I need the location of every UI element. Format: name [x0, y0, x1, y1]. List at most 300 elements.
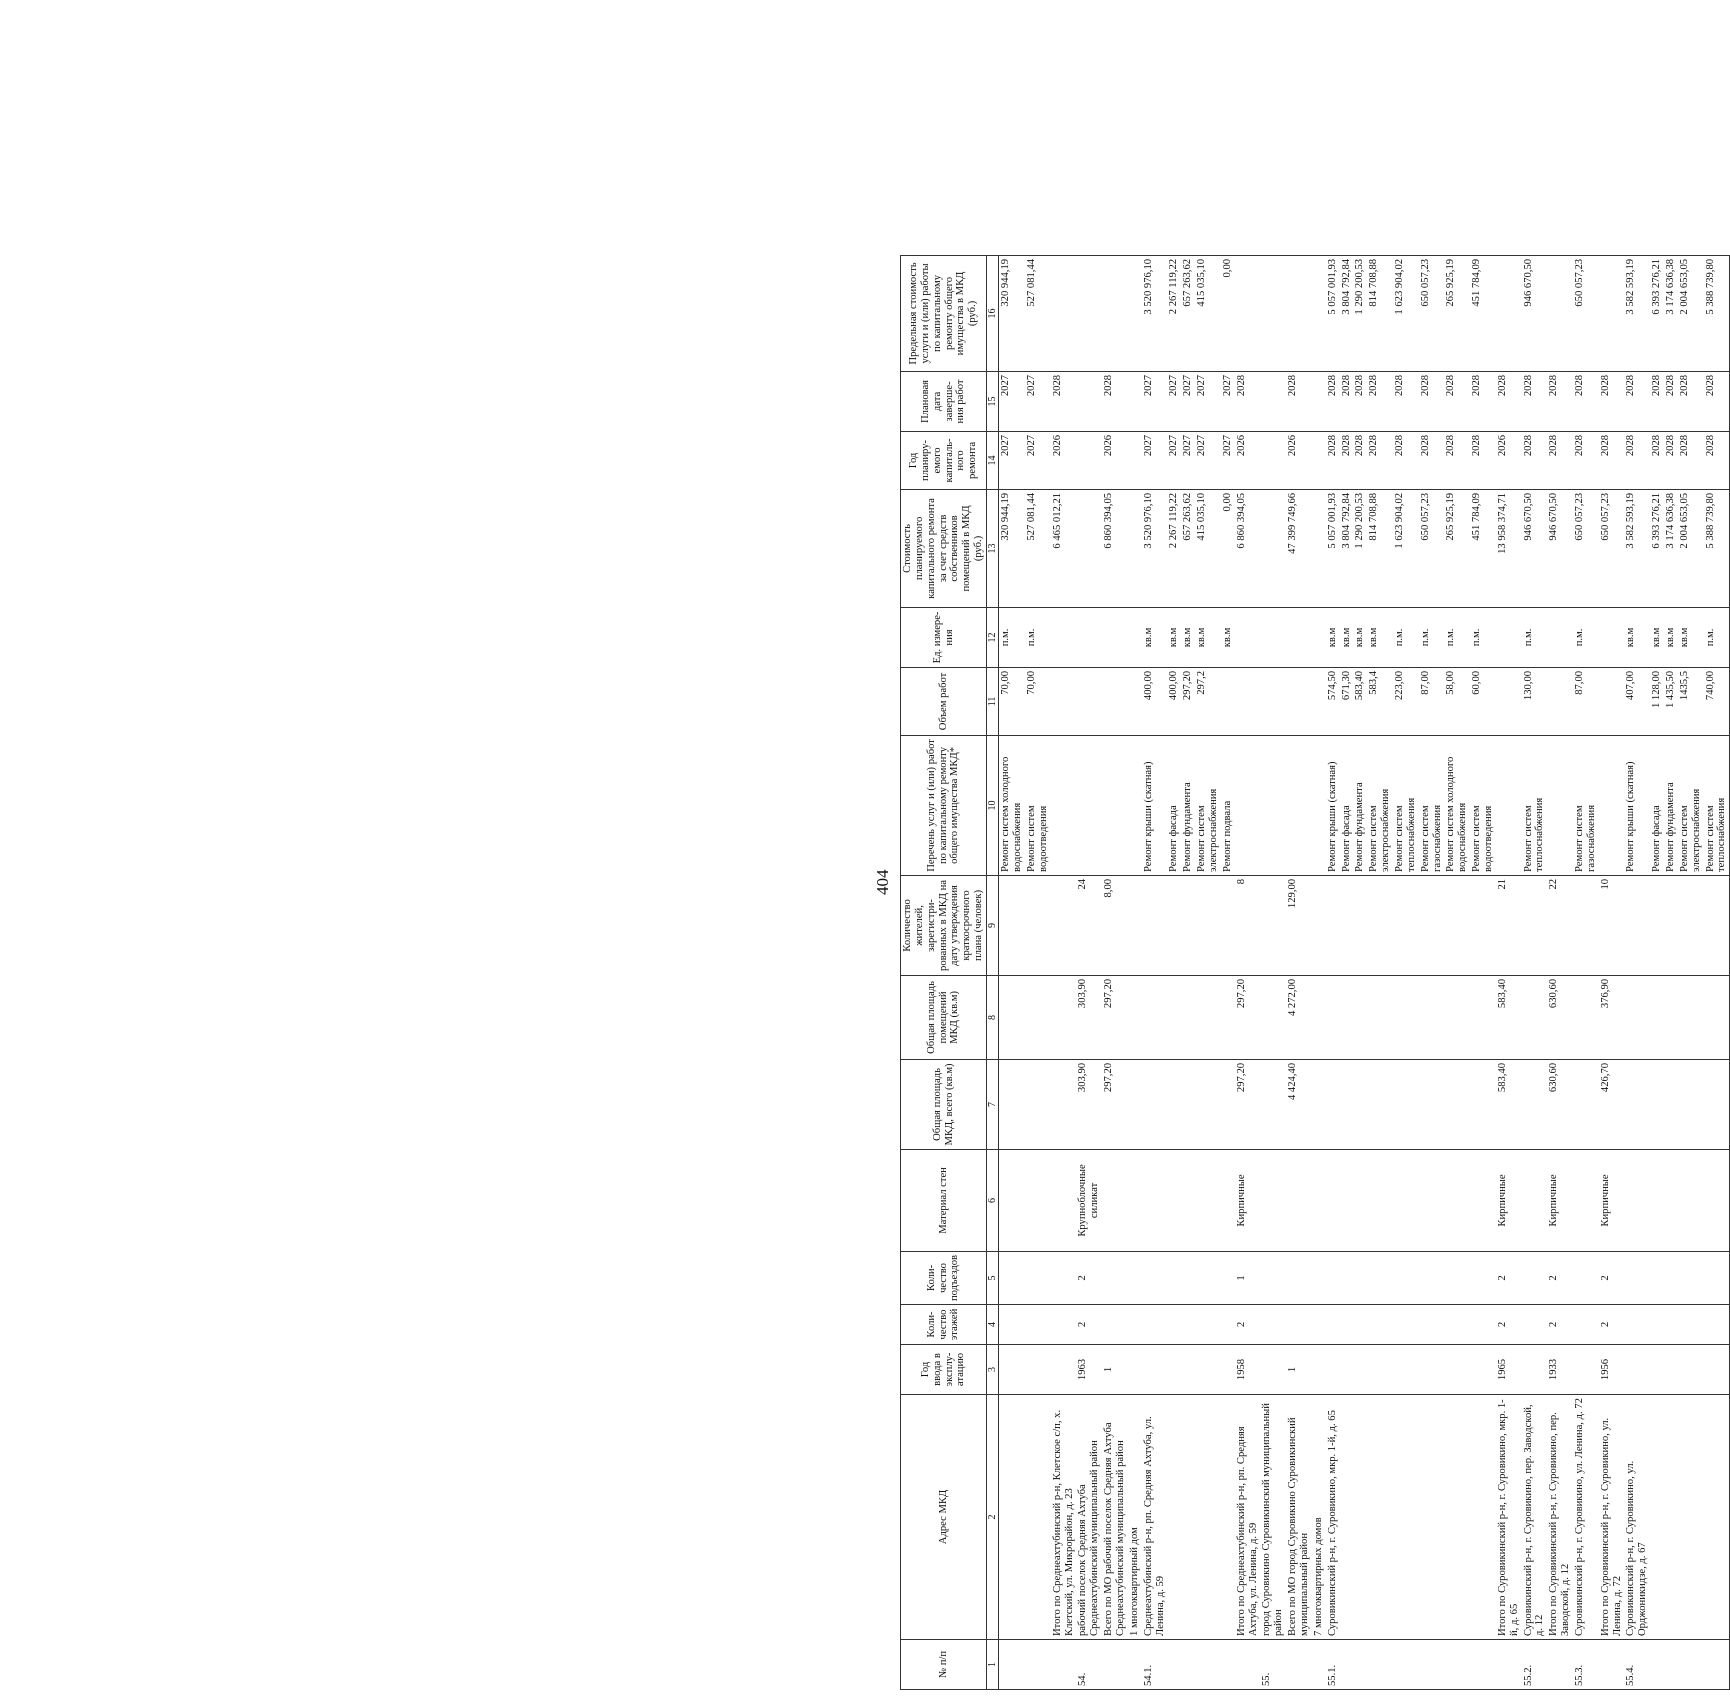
column-number-16: 16: [987, 255, 999, 371]
cell-col-1: 55.: [1260, 1640, 1286, 1690]
cell-col-15: 2027: [1142, 371, 1168, 431]
cell-col-7: [1419, 1059, 1445, 1149]
cell-col-9: 22: [1547, 875, 1573, 975]
cell-col-3: [1326, 1345, 1340, 1395]
cell-col-6: [1221, 1149, 1235, 1251]
cell-col-6: [1326, 1149, 1340, 1251]
cell-col-11: 574,50: [1326, 667, 1340, 735]
cell-col-6: Кирпичные: [1235, 1149, 1261, 1251]
cell-col-1: [1650, 1640, 1664, 1690]
cell-col-9: [1624, 875, 1650, 975]
cell-col-10: [1235, 735, 1261, 875]
cell-col-1: [1367, 1640, 1393, 1690]
cell-col-14: 2028: [1704, 431, 1730, 489]
table-row: [1142, 255, 1168, 1689]
cell-col-8: [1367, 975, 1393, 1059]
cell-col-1: 55.1.: [1326, 1640, 1340, 1690]
cell-col-13: [1076, 489, 1102, 607]
cell-col-14: 2028: [1340, 431, 1354, 489]
cell-col-1: [1167, 1640, 1181, 1690]
cell-col-1: [999, 1640, 1025, 1690]
cell-col-14: 2028: [1624, 431, 1650, 489]
cell-col-6: [1286, 1149, 1312, 1251]
cell-col-8: [1624, 975, 1650, 1059]
cell-col-15: 2028: [1419, 371, 1445, 431]
cell-col-11: 1435,5: [1678, 667, 1704, 735]
cell-col-2: [1181, 1395, 1195, 1640]
cell-col-6: [999, 1149, 1025, 1251]
cell-col-1: [1664, 1640, 1678, 1690]
cell-col-2: [1367, 1395, 1393, 1640]
cell-col-1: [1181, 1640, 1195, 1690]
cell-col-2: Итого по Среднеахтубинский р-н, рп. Средняя Ахтуба, ул. Ленина, д. 59: [1235, 1395, 1261, 1640]
cell-col-5: [1181, 1251, 1195, 1304]
cell-col-10: Ремонт фундамента: [1353, 735, 1367, 875]
cell-col-10: [1128, 735, 1142, 875]
cell-col-2: [1025, 1395, 1051, 1640]
cell-col-13: 6 860 394,05: [1102, 489, 1128, 607]
cell-col-14: 2028: [1353, 431, 1367, 489]
cell-col-7: 4 424,40: [1286, 1059, 1312, 1149]
cell-col-14: 2028: [1573, 431, 1599, 489]
cell-col-11: [1128, 667, 1142, 735]
cell-col-5: [1573, 1251, 1599, 1304]
cell-col-11: [1221, 667, 1235, 735]
cell-col-10: [1547, 735, 1573, 875]
column-header-10: Перечень услуг и (или) работ по капитальному ремонту общего имущества МКД*: [901, 735, 987, 875]
cell-col-15: 2028: [1678, 371, 1704, 431]
cell-col-6: [1340, 1149, 1354, 1251]
cell-col-7: 297,20: [1102, 1059, 1128, 1149]
cell-col-5: [1326, 1251, 1340, 1304]
cell-col-3: [1195, 1345, 1221, 1395]
cell-col-4: [999, 1305, 1025, 1345]
cell-col-5: [1286, 1251, 1312, 1304]
cell-col-4: 2: [1547, 1305, 1573, 1345]
cell-col-9: 24: [1076, 875, 1102, 975]
cell-col-2: [1444, 1395, 1470, 1640]
cell-col-12: кв.м: [1195, 607, 1221, 667]
cell-col-2: [1167, 1395, 1181, 1640]
cell-col-4: 2: [1496, 1305, 1522, 1345]
cell-col-10: [1051, 735, 1077, 875]
table-row: [1340, 255, 1354, 1689]
cell-col-12: п.м.: [999, 607, 1025, 667]
cell-col-7: [1470, 1059, 1496, 1149]
cell-col-14: 2027: [1025, 431, 1051, 489]
cell-col-5: [1167, 1251, 1181, 1304]
cell-col-5: 1: [1235, 1251, 1261, 1304]
cell-col-13: 6 465 012,21: [1051, 489, 1077, 607]
cell-col-5: [1128, 1251, 1142, 1304]
cell-col-9: 8,00: [1102, 875, 1128, 975]
cell-col-10: Ремонт систем газоснабжения: [1419, 735, 1445, 875]
cell-col-1: [1312, 1640, 1326, 1690]
column-number-8: 8: [987, 975, 999, 1059]
cell-col-16: 5 388 739,80: [1704, 255, 1730, 371]
cell-col-4: [1419, 1305, 1445, 1345]
cell-col-8: [1650, 975, 1664, 1059]
cell-col-5: [1353, 1251, 1367, 1304]
cell-col-10: Ремонт систем водоотведения: [1470, 735, 1496, 875]
table-row: [1076, 255, 1102, 1689]
cell-col-2: Всего по МО рабочий поселок Средняя Ахтуба Среднеахтубинский муниципальный район: [1102, 1395, 1128, 1640]
cell-col-16: [1102, 255, 1128, 371]
cell-col-3: [1051, 1345, 1077, 1395]
cell-col-7: [1444, 1059, 1470, 1149]
cell-col-14: [1076, 431, 1102, 489]
column-number-2: 2: [987, 1395, 999, 1640]
cell-col-16: 946 670,50: [1522, 255, 1548, 371]
table-row: [1650, 255, 1664, 1689]
cell-col-5: [1142, 1251, 1168, 1304]
cell-col-1: [1704, 1640, 1730, 1690]
cell-col-13: 2 004 653,05: [1678, 489, 1704, 607]
cell-col-1: [1195, 1640, 1221, 1690]
cell-col-7: [1051, 1059, 1077, 1149]
cell-col-13: 0,00: [1221, 489, 1235, 607]
column-header-1: № п/п: [901, 1640, 987, 1690]
cell-col-4: [1286, 1305, 1312, 1345]
cell-col-5: 2: [1547, 1251, 1573, 1304]
cell-col-1: [1286, 1640, 1312, 1690]
cell-col-3: [1419, 1345, 1445, 1395]
cell-col-7: [1678, 1059, 1704, 1149]
cell-col-3: [1142, 1345, 1168, 1395]
cell-col-14: 2027: [1142, 431, 1168, 489]
cell-col-12: [1599, 607, 1625, 667]
cell-col-7: [1664, 1059, 1678, 1149]
cell-col-9: [1312, 875, 1326, 975]
cell-col-8: [1181, 975, 1195, 1059]
cell-col-4: [1353, 1305, 1367, 1345]
cell-col-6: [1367, 1149, 1393, 1251]
cell-col-12: п.м.: [1444, 607, 1470, 667]
cell-col-13: 3 174 636,38: [1664, 489, 1678, 607]
cell-col-11: 400,00: [1142, 667, 1168, 735]
cell-col-10: [1102, 735, 1128, 875]
cell-col-3: [1650, 1345, 1664, 1395]
cell-col-2: [1470, 1395, 1496, 1640]
table-row: [1025, 255, 1051, 1689]
cell-col-9: [1260, 875, 1286, 975]
cell-col-13: 946 670,50: [1522, 489, 1548, 607]
cell-col-2: Среднеахтубинский р-н, рп. Средняя Ахтуба, ул. Ленина, д. 59: [1142, 1395, 1168, 1640]
cell-col-10: [1496, 735, 1522, 875]
column-number-12: 12: [987, 607, 999, 667]
cell-col-6: Кирпичные: [1547, 1149, 1573, 1251]
cell-col-15: 2028: [1547, 371, 1573, 431]
cell-col-15: 2028: [1102, 371, 1128, 431]
cell-col-10: Ремонт систем холодного водоснабжения: [1444, 735, 1470, 875]
cell-col-8: [1419, 975, 1445, 1059]
cell-col-5: [1522, 1251, 1548, 1304]
cell-col-3: 1965: [1496, 1345, 1522, 1395]
cell-col-8: 303,90: [1076, 975, 1102, 1059]
cell-col-7: 297,20: [1235, 1059, 1261, 1149]
cell-col-9: [1221, 875, 1235, 975]
table-row: [1260, 255, 1286, 1689]
cell-col-14: 2028: [1664, 431, 1678, 489]
cell-col-14: 2027: [1221, 431, 1235, 489]
cell-col-8: [1128, 975, 1142, 1059]
column-header-3: Год ввода в эксплу-атацию: [901, 1345, 987, 1395]
cell-col-16: 0,00: [1221, 255, 1235, 371]
table-row: [1367, 255, 1393, 1689]
cell-col-4: [1470, 1305, 1496, 1345]
cell-col-12: кв.м: [1353, 607, 1367, 667]
column-number-row: [987, 255, 999, 1689]
cell-col-15: 2028: [1664, 371, 1678, 431]
cell-col-5: [1340, 1251, 1354, 1304]
cell-col-6: Крупноблочные силикат: [1076, 1149, 1102, 1251]
column-header-11: Объем работ: [901, 667, 987, 735]
cell-col-12: [1496, 607, 1522, 667]
cell-col-15: 2028: [1326, 371, 1340, 431]
table-row: [1235, 255, 1261, 1689]
table-row: [1102, 255, 1128, 1689]
cell-col-6: [1128, 1149, 1142, 1251]
cell-col-14: 2028: [1599, 431, 1625, 489]
cell-col-12: кв.м: [1142, 607, 1168, 667]
cell-col-12: п.м.: [1573, 607, 1599, 667]
cell-col-5: [1312, 1251, 1326, 1304]
cell-col-3: [1704, 1345, 1730, 1395]
cell-col-13: 3 520 976,10: [1142, 489, 1168, 607]
cell-col-13: 320 944,19: [999, 489, 1025, 607]
cell-col-3: [1522, 1345, 1548, 1395]
cell-col-7: [1260, 1059, 1286, 1149]
cell-col-16: [1128, 255, 1142, 371]
column-number-3: 3: [987, 1345, 999, 1395]
cell-col-15: 2027: [1221, 371, 1235, 431]
cell-col-3: 1958: [1235, 1345, 1261, 1395]
cell-col-12: п.м.: [1419, 607, 1445, 667]
cell-col-5: [999, 1251, 1025, 1304]
cell-col-8: [1678, 975, 1704, 1059]
cell-col-9: [1650, 875, 1664, 975]
cell-col-8: [1353, 975, 1367, 1059]
table-row: [1444, 255, 1470, 1689]
cell-col-16: [1547, 255, 1573, 371]
cell-col-11: 1 435,50: [1664, 667, 1678, 735]
cell-col-14: 2028: [1419, 431, 1445, 489]
cell-col-2: [1650, 1395, 1664, 1640]
cell-col-15: [1128, 371, 1142, 431]
cell-col-2: Суровикинский р-н, г. Суровикино, ул. Орджоникидзе, д. 67: [1624, 1395, 1650, 1640]
cell-col-16: [1051, 255, 1077, 371]
cell-col-3: [1444, 1345, 1470, 1395]
column-number-4: 4: [987, 1305, 999, 1345]
cell-col-11: [1102, 667, 1128, 735]
cell-col-16: 5 057 001,93: [1326, 255, 1340, 371]
cell-col-1: [1025, 1640, 1051, 1690]
cell-col-11: 60,00: [1470, 667, 1496, 735]
cell-col-15: [1260, 371, 1286, 431]
cell-col-16: 3 582 593,19: [1624, 255, 1650, 371]
cell-col-6: [1650, 1149, 1664, 1251]
cell-col-7: 630,60: [1547, 1059, 1573, 1149]
cell-col-12: [1051, 607, 1077, 667]
cell-col-9: [999, 875, 1025, 975]
cell-col-10: [1076, 735, 1102, 875]
column-number-10: 10: [987, 735, 999, 875]
cell-col-9: [1393, 875, 1419, 975]
cell-col-9: 21: [1496, 875, 1522, 975]
cell-col-12: [1286, 607, 1312, 667]
cell-col-15: 2028: [1444, 371, 1470, 431]
cell-col-15: 2027: [1167, 371, 1181, 431]
cell-col-2: Итого по Среднеахтубинский р-н, Клетское с/п, х. Клетский, ул. Микрорайон, д. 23: [1051, 1395, 1077, 1640]
cell-col-16: 2 004 653,05: [1678, 255, 1704, 371]
cell-col-15: 2028: [1624, 371, 1650, 431]
table-row: [1573, 255, 1599, 1689]
cell-col-7: 303,90: [1076, 1059, 1102, 1149]
cell-col-8: [1025, 975, 1051, 1059]
cell-col-11: [1051, 667, 1077, 735]
cell-col-7: [1128, 1059, 1142, 1149]
cell-col-12: п.м.: [1522, 607, 1548, 667]
cell-col-15: 2028: [1650, 371, 1664, 431]
cell-col-7: [1167, 1059, 1181, 1149]
cell-col-11: [1260, 667, 1286, 735]
cell-col-3: [1393, 1345, 1419, 1395]
table-row: [1624, 255, 1650, 1689]
column-number-11: 11: [987, 667, 999, 735]
table-row: [1678, 255, 1704, 1689]
table-row: [1128, 255, 1142, 1689]
cell-col-1: [1444, 1640, 1470, 1690]
cell-col-6: [1195, 1149, 1221, 1251]
cell-col-1: [1051, 1640, 1077, 1690]
cell-col-12: кв.м: [1340, 607, 1354, 667]
cell-col-7: [1704, 1059, 1730, 1149]
cell-col-14: 2028: [1367, 431, 1393, 489]
cell-col-11: 87,00: [1573, 667, 1599, 735]
cell-col-3: [1128, 1345, 1142, 1395]
cell-col-1: [1470, 1640, 1496, 1690]
column-number-1: 1: [987, 1640, 999, 1690]
cell-col-5: [1624, 1251, 1650, 1304]
column-header-16: Предельная стоимость услуги и (или) работы по капитальному ремонту общего имущества в МКД (руб.): [901, 255, 987, 371]
cell-col-16: 3 804 792,84: [1340, 255, 1354, 371]
cell-col-7: [1573, 1059, 1599, 1149]
cell-col-15: 2027: [1025, 371, 1051, 431]
cell-col-4: [1260, 1305, 1286, 1345]
cell-col-11: 130,00: [1522, 667, 1548, 735]
column-header-8: Общая площадь помещений МКД (кв.м): [901, 975, 987, 1059]
cell-col-15: 2028: [1393, 371, 1419, 431]
cell-col-6: [1051, 1149, 1077, 1251]
cell-col-8: [1444, 975, 1470, 1059]
cell-col-8: 630,60: [1547, 975, 1573, 1059]
cell-col-15: 2028: [1470, 371, 1496, 431]
cell-col-1: [1678, 1640, 1704, 1690]
cell-col-1: [1340, 1640, 1354, 1690]
cell-col-5: [1102, 1251, 1128, 1304]
cell-col-11: 58,00: [1444, 667, 1470, 735]
cell-col-7: [1624, 1059, 1650, 1149]
cell-col-15: 2028: [1340, 371, 1354, 431]
column-header-13: Стоимость планируемого капитального ремонта за счет средств собственников помещений в МКД (руб.): [901, 489, 987, 607]
cell-col-9: [1522, 875, 1548, 975]
column-header-2: Адрес МКД: [901, 1395, 987, 1640]
cell-col-10: Ремонт систем электроснабжения: [1678, 735, 1704, 875]
cell-col-5: [1419, 1251, 1445, 1304]
cell-col-2: Итого по Суровикинский р-н, г. Суровикино, мкр. 1-й, д. 65: [1496, 1395, 1522, 1640]
cell-col-7: [1326, 1059, 1340, 1149]
table-row: [1353, 255, 1367, 1689]
cell-col-16: 320 944,19: [999, 255, 1025, 371]
cell-col-3: 1956: [1599, 1345, 1625, 1395]
cell-col-13: 814 708,88: [1367, 489, 1393, 607]
cell-col-3: [1340, 1345, 1354, 1395]
cell-col-3: [1181, 1345, 1195, 1395]
cell-col-7: [1522, 1059, 1548, 1149]
cell-col-7: [999, 1059, 1025, 1149]
cell-col-9: [1573, 875, 1599, 975]
cell-col-3: [1367, 1345, 1393, 1395]
cell-col-9: 8: [1235, 875, 1261, 975]
cell-col-9: [1678, 875, 1704, 975]
cell-col-12: [1235, 607, 1261, 667]
cell-col-14: 2027: [1195, 431, 1221, 489]
cell-col-5: [1444, 1251, 1470, 1304]
cell-col-9: [1051, 875, 1077, 975]
table-row: [1312, 255, 1326, 1689]
cell-col-3: 1: [1286, 1345, 1312, 1395]
column-header-9: Количество жителей, зарегистри-рованных в МКД на дату утверждения краткосрочного плана (человек): [901, 875, 987, 975]
cell-col-11: 70,00: [999, 667, 1025, 735]
cell-col-3: 1933: [1547, 1345, 1573, 1395]
cell-col-3: [1312, 1345, 1326, 1395]
cell-col-2: [1195, 1395, 1221, 1640]
column-header-5: Коли-чество подъездов: [901, 1251, 987, 1304]
cell-col-7: 426,70: [1599, 1059, 1625, 1149]
cell-col-2: [1393, 1395, 1419, 1640]
cell-col-14: 2027: [1181, 431, 1195, 489]
cell-col-12: п.м.: [1704, 607, 1730, 667]
cell-col-12: кв.м: [1326, 607, 1340, 667]
cell-col-14: 2027: [999, 431, 1025, 489]
table-row: [1547, 255, 1573, 1689]
cell-col-6: [1025, 1149, 1051, 1251]
cell-col-10: Ремонт систем водоотведения: [1025, 735, 1051, 875]
table-row: [1286, 255, 1312, 1689]
cell-col-3: [1025, 1345, 1051, 1395]
table-row: [1051, 255, 1077, 1689]
cell-col-2: Суровикинский р-н, г. Суровикино, ул. Ленина, д. 72: [1573, 1395, 1599, 1640]
cell-col-4: [1128, 1305, 1142, 1345]
cell-col-8: [1393, 975, 1419, 1059]
cell-col-10: Ремонт систем теплоснабжения: [1522, 735, 1548, 875]
cell-col-4: [1650, 1305, 1664, 1345]
cell-col-6: [1260, 1149, 1286, 1251]
cell-col-15: [1312, 371, 1326, 431]
column-number-13: 13: [987, 489, 999, 607]
cell-col-6: [1181, 1149, 1195, 1251]
cell-col-12: кв.м: [1221, 607, 1235, 667]
cell-col-10: Ремонт систем теплоснабжения: [1393, 735, 1419, 875]
column-header-7: Общая площадь МКД, всего (кв.м): [901, 1059, 987, 1149]
cell-col-8: 297,20: [1235, 975, 1261, 1059]
cell-col-16: 265 925,19: [1444, 255, 1470, 371]
cell-col-12: кв.м: [1678, 607, 1704, 667]
cell-col-7: [1340, 1059, 1354, 1149]
cell-col-9: [1181, 875, 1195, 975]
cell-col-1: [1547, 1640, 1573, 1690]
cell-col-13: 451 784,09: [1470, 489, 1496, 607]
